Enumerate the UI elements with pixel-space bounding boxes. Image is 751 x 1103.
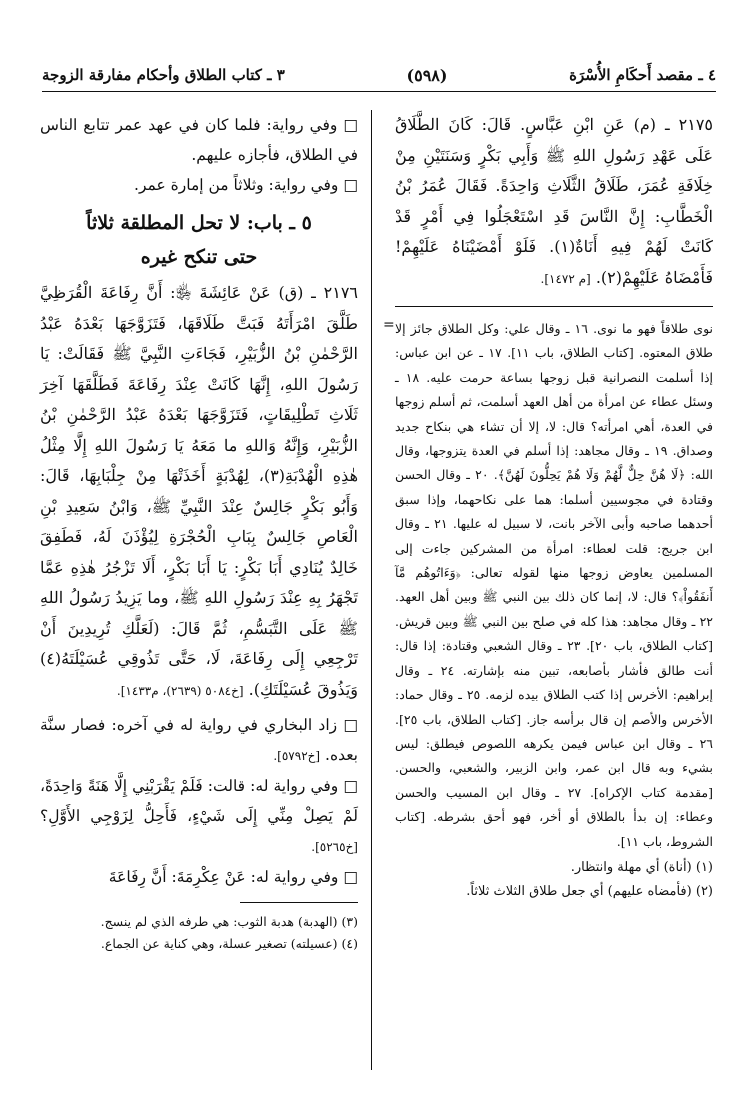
hadith-2176-ref: [خ٥٠٨٤ (٢٦٣٩)، م١٤٣٣]. bbox=[116, 683, 244, 698]
header-rule bbox=[42, 91, 716, 92]
hadith-2176 bbox=[40, 278, 358, 706]
continuation-mark: = bbox=[383, 317, 395, 333]
column-divider bbox=[371, 110, 372, 1070]
page-number: (٥٩٨) bbox=[406, 65, 448, 85]
hadith-2175-text: ٢١٧٥ ـ (م) عَنِ ابْنِ عَبَّاسٍ. قَالَ: كَانَ الطَّلَاقُ عَلَى عَهْدِ رَسُولِ اللهِ ﷺ وَأَبِي بَكْرٍ وَسَنَتَيْنِ مِنْ خِلَافَةِ عُمَرَ، طَلَاقُ الثَّلَاثِ وَاحِدَةً. فَقَالَ عُمَرُ بْنُ الْخَطَّابِ: إِنَّ النَّاسَ قَدِ اسْتَعْجَلُوا فِي أَمْرٍ قَدْ كَانَتْ لَهُمْ فِيهِ أَنَاةٌ(١). فَلَوْ أَمْضَيْنَاهُ عَلَيْهِمْ! فَأَمْضَاهُ عَلَيْهِمْ(٢). bbox=[395, 115, 713, 287]
footnote-continuation-text: نوى طلاقاً فهو ما نوى. ١٦ ـ وقال علي: وكل الطلاق جائز إلا طلاق المعتوه. [كتاب الطلاق، باب ١١]. ١٧ ـ عن ابن عباس: إذا أسلمت النصرانية قبل زوجها بساعة حرمت عليه. ١٨ ـ وسئل عطاء عن امرأة من أهل العهد أسلمت، ثم أسلم زوجها في العدة، أهي امرأته؟ قال: لا، إلا أن تشاء هي بنكاح جديد وصداق. ١٩ ـ وقال مجاهد: إذا أسلم في العدة يتزوجها، وقال الله: ﴿لَا هُنَّ حِلٌّ لَّهُمْ وَلَا هُمْ يَحِلُّونَ لَهُنَّ﴾. ٢٠ ـ وقال الحسن وقتادة في مجوسيين أسلما: هما على نكاحهما، وإذا سبق أحدهما صاحبه وأبى الآخر بانت، لا سبيل له عليها. ٢١ ـ وقال ابن جريج: قلت لعطاء: امرأة من المشركين جاءت إلى المسلمين يعاوض زوجها منها لقوله تعالى: ﴿وَءَاتُوهُم مَّآ أَنفَقُواْ﴾؟ قال: لا، إنما كان ذلك بين النبي ﷺ وبين أهل العهد. ٢٢ ـ وقال مجاهد: هذا كله في صلح بين النبي ﷺ وبين قريش. [كتاب الطلاق، باب ٢٠]. ٢٣ ـ وقال الشعبي وقتادة: إذا قال: أنت طالق فأشار بأصابعه، تبين منه بإشارته. ٢٤ ـ وقال إبراهيم: الأخرس إذا كتب الطلاق بيده لزمه. ٢٥ ـ وقال حماد: الأخرس والأصم إن قال برأسه جاز. [كتاب الطلاق، باب ٢٥]. ٢٦ ـ وقال ابن عباس فيمن يكرهه اللصوص فيطلق: ليس بشيء وبه قال ابن عمر، وابن الزبير، والشعبي، والحسن. [مقدمة كتاب الإكراه]. ٢٧ ـ وقال ابن المسيب والحسن وعطاء: إن بدأ بالطلاق أو أخر، فهو أحق بشرطه. [كتاب الشروط، باب ١١]. bbox=[395, 321, 714, 849]
right-column bbox=[383, 110, 714, 904]
footnote-1: (١) (أناة) أي مهلة وانتظار. bbox=[570, 859, 713, 875]
hadith-2175 bbox=[395, 110, 713, 294]
chapter-heading-line1: ٥ ـ باب: لا تحل المطلقة ثلاثاً bbox=[86, 212, 312, 234]
narration-4-text: □ وفي رواية له: قالت: فَلَمْ يَقْرَبْنِي إِلَّا هَنَةً وَاحِدَةً، لَمْ يَصِلْ مِنِّي إِلَى شَيْءٍ، فَأَحِلُّ لِزَوْجِي الأَوَّلِ؟ bbox=[40, 777, 358, 825]
footnote-3: (٣) (الهدبة) هدبة الثوب: هي طرفه الذي لم ينسج. bbox=[100, 914, 358, 929]
header-right-title: ٤ ـ مقصد أَحكَامِ الأُسْرَة bbox=[569, 66, 716, 84]
hadith-2176-text: ٢١٧٦ ـ (ق) عَنْ عَائِشَةَ ﵂: أَنَّ رِفَاعَةَ الْقُرَظِيَّ طَلَّقَ امْرَأَتَهُ فَبَتَّ طَلَاقَهَا، فَتَزَوَّجَهَا بَعْدَهُ عَبْدُ الرَّحْمٰنِ بْنُ الزُّبَيْرِ، فَجَاءَتِ النَّبِيَّ ﷺ فَقَالَتْ: يَا رَسُولَ اللهِ، إِنَّهَا كَانَتْ عِنْدَ رِفَاعَةَ فَطَلَّقَهَا آخِرَ ثَلَاثِ تَطْلِيقَاتٍ، فَتَزَوَّجَهَا بَعْدَهُ عَبْدُ الرَّحْمٰنِ بْنُ الزُّبَيْرِ، وَإِنَّهُ وَاللهِ ما مَعَهُ يَا رَسُولَ اللهِ إِلَّا مِثْلُ هٰذِهِ الْهُدْبَةِ(٣)، لِهُدْبَةٍ أَخَذَتْهَا مِنْ جِلْبَابِهَا، قَالَ: وَأَبُو بَكْرٍ جَالِسٌ عِنْدَ النَّبِيِّ ﷺ، وَابْنُ سَعِيدِ بْنِ الْعَاصِ جَالِسٌ بِبَابِ الْحُجْرَةِ لِيُؤْذَنَ لَهُ، فَطَفِقَ خَالِدٌ يُنَادِي أَبَا بَكْرٍ: يَا أَبَا بَكْرٍ، أَلَا تَزْجُرُ هٰذِهِ عَمَّا تَجْهَرُ بِهِ عِنْدَ رَسُولِ اللهِ ﷺ، وما يَزِيدُ رَسُولُ اللهِ ﷺ عَلَى التَّبَسُّمِ، ثُمَّ قَالَ: (لَعَلَّكِ تُرِيدِينَ أَنْ تَرْجِعِي إِلَى رِفَاعَةَ، لَا، حَتَّى تَذُوقِي عُسَيْلَتَهُ(٤) وَيَذُوقَ عُسَيْلَتَكِ). bbox=[40, 283, 359, 699]
right-footnotes bbox=[395, 856, 713, 904]
narration-4 bbox=[40, 771, 358, 862]
chapter-heading bbox=[40, 206, 358, 274]
narration-3-ref: [خ٥٧٩٢]. bbox=[273, 749, 321, 763]
left-footnote-separator bbox=[240, 902, 358, 903]
page-header bbox=[42, 60, 716, 90]
footnote-4: (٤) (عسيلته) تصغير عسلة، وهي كناية عن الجماع. bbox=[100, 936, 358, 951]
footnote-continuation bbox=[383, 317, 714, 854]
narration-3 bbox=[40, 710, 358, 771]
narration-3-text: □ زاد البخاري في رواية له في آخره: فصار سنَّة بعده. bbox=[40, 716, 358, 764]
footnote-separator bbox=[395, 306, 713, 307]
narration-1: □ وفي رواية: فلما كان في عهد عمر تتابع الناس في الطلاق، فأجازه عليهم. bbox=[40, 116, 358, 164]
narration-4-ref: [خ٥٢٦٥]. bbox=[311, 840, 358, 854]
narration-2: □ وفي رواية: وثلاثاً من إمارة عمر. bbox=[134, 176, 358, 194]
hadith-2175-ref: [م ١٤٧٢]. bbox=[540, 271, 591, 286]
header-left-title: ٣ ـ كتاب الطلاق وأحكام مفارقة الزوجة bbox=[42, 66, 285, 84]
chapter-heading-line2: حتى تنكح غيره bbox=[140, 246, 258, 268]
footnote-2: (٢) (فأمضاه عليهم) أي جعل طلاق الثلاث ثلاثاً. bbox=[466, 883, 713, 899]
narration-5: □ وفي رواية له: عَنْ عِكْرِمَةَ: أَنَّ رِفَاعَةَ bbox=[108, 868, 358, 886]
left-column bbox=[40, 110, 358, 955]
